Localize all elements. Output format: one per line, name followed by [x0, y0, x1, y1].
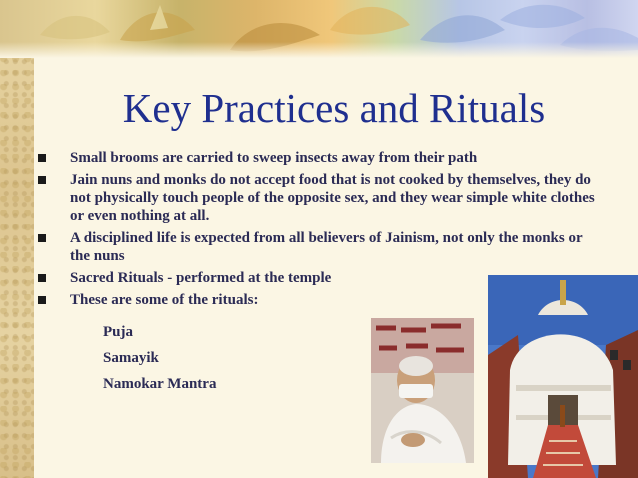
bullet-item	[38, 269, 400, 287]
ritual-item: Namokar Mantra	[103, 376, 217, 392]
square-bullet-icon	[38, 274, 46, 282]
square-bullet-icon	[38, 176, 46, 184]
temple-photo	[488, 275, 638, 478]
ritual-list	[103, 323, 216, 401]
ritual-item: Puja	[103, 324, 133, 340]
square-bullet-icon	[38, 296, 46, 304]
square-bullet-icon	[38, 154, 46, 162]
ritual-item: Samayik	[103, 350, 159, 366]
bullet-text: These are some of the rituals:	[70, 292, 259, 308]
parchment-border	[0, 0, 34, 478]
bullet-item	[38, 171, 598, 225]
bullet-text: Sacred Rituals - performed at the temple	[70, 270, 332, 286]
slide-title: Key Practices and Rituals	[122, 85, 546, 131]
leaf-banner	[0, 0, 638, 58]
bullet-item	[38, 291, 400, 309]
bullet-item	[38, 149, 598, 167]
bullet-item	[38, 229, 598, 265]
monk-photo	[371, 318, 474, 463]
square-bullet-icon	[38, 234, 46, 242]
bullet-text: Small brooms are carried to sweep insects away from their path	[70, 150, 478, 166]
bullet-text: Jain nuns and monks do not accept food that is not cooked by themselves, they do not physically touch people of the opposite sex, and they wear simple white clothes or even nothing at all.	[70, 172, 595, 224]
bullet-text: A disciplined life is expected from all believers of Jainism, not only the monks or the nuns	[70, 230, 583, 264]
